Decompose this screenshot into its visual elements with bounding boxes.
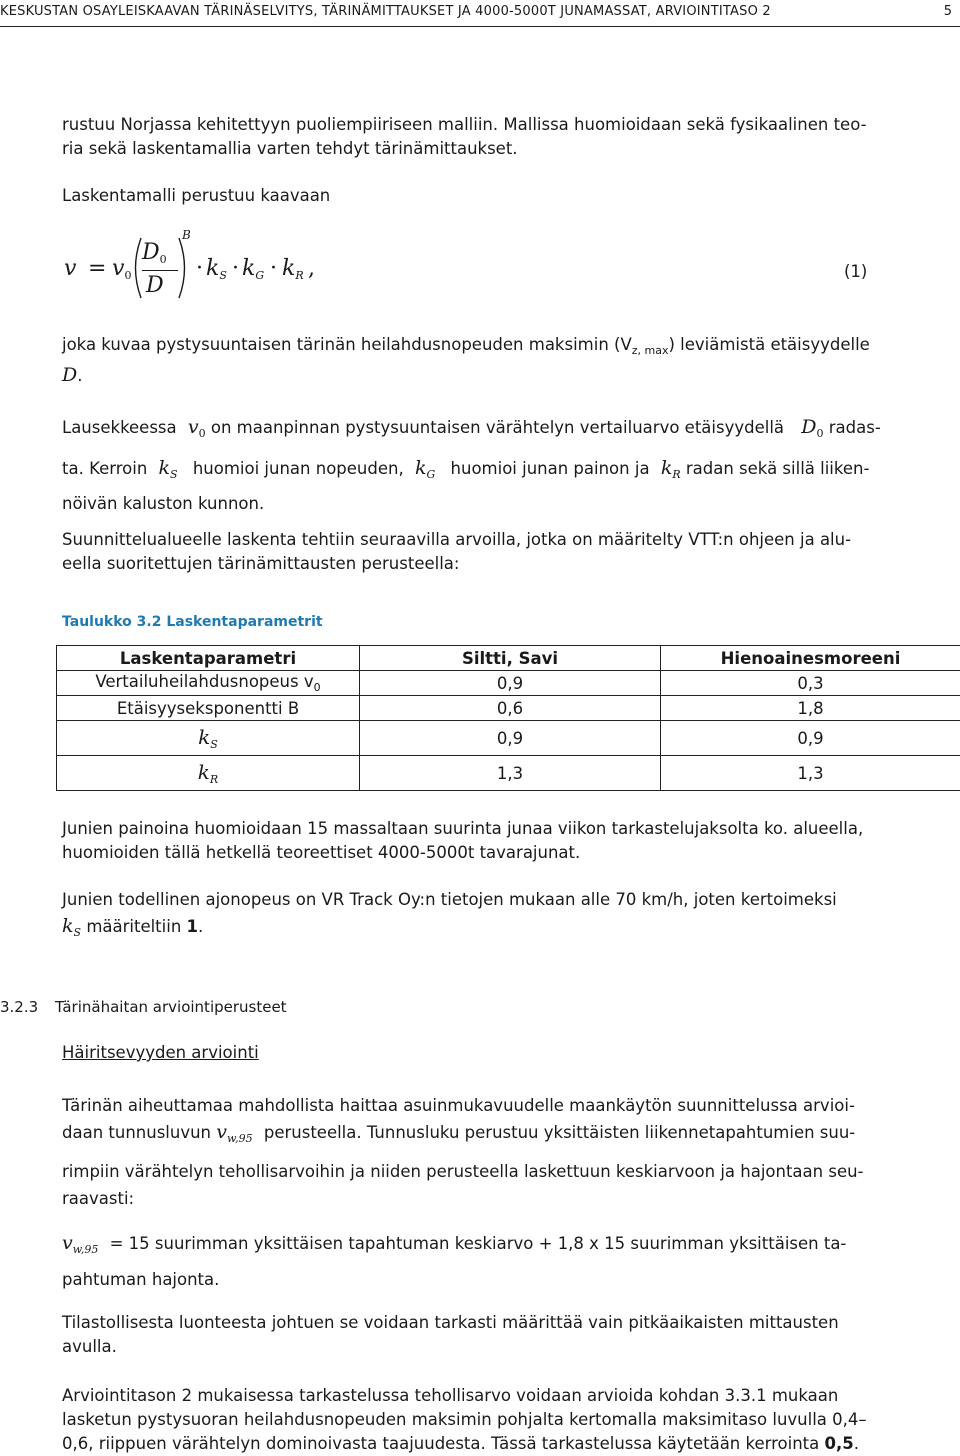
formula-lhs: v <box>64 256 76 281</box>
section-heading <box>0 998 287 1016</box>
formula-comma: , <box>308 256 315 281</box>
vibration-paragraph: Tärinän aiheuttamaa mahdollista haittaa asuinmukavuudelle maankäytön suunnittelussa arvioi- daan tunnusluvun $v_{w,95}$ perusteella. Tunnusluku perustuu yksittäisten liikennetapahtumien suu- rimpiin värähtelyn tehollisarvoihin ja niiden perusteella laskettuun keskiarvoon ja hajontaan seu- raavasti: <box>62 1094 952 1211</box>
parameters-intro: Suunnittelualueelle laskenta tehtiin seuraavilla arvoilla, jotka on määritelty VTT:n ohjeen ja alu- eella suoritettujen tärinämittausten perusteella: <box>62 528 952 576</box>
train-weights-paragraph: Junien painoina huomioidaan 15 massaltaan suurinta junaa viikon tarkastelujaksolta ko. alueella, huomioiden tällä hetkellä teoreettiset 4000-5000t tavarajunat. <box>62 817 952 865</box>
formula-ks: $k_S$ <box>206 256 227 282</box>
table-header-row <box>57 646 960 671</box>
vw95-definition: $v_{w,95} = 15$ suurimman yksittäisen tapahtuman keskiarvo + 1,8 x 15 suurimman yksittäisen ta- pahtuman hajonta. <box>62 1228 952 1295</box>
table-row: Etäisyyseksponentti B 0,6 1,8 <box>57 696 960 721</box>
table-caption: Taulukko 3.2 Laskentaparametrit <box>62 614 323 630</box>
intro-line-1: rustuu Norjassa kehitettyyn puoliempiiriseen malliin. Mallissa huomioidaan sekä fysikaalinen teo- <box>62 113 952 137</box>
intro-line-2: ria sekä laskentamallia varten tehdyt tärinämittaukset. <box>62 137 952 161</box>
formula-equals: = <box>88 256 106 281</box>
formula-dot: · <box>232 256 239 281</box>
section-title: Tärinähaitan arviointiperusteet <box>55 998 287 1016</box>
formula-kr: $k_R$ <box>282 256 304 282</box>
formula-block <box>62 226 952 304</box>
formula-dot: · <box>196 256 203 281</box>
table-row: Vertailuheilahdusnopeus $v_0$ 0,9 0,3 <box>57 671 960 696</box>
fraction-bar <box>142 270 178 271</box>
section-number: 3.2.3 <box>0 998 38 1016</box>
table-row: $k_S$ 0,9 0,9 <box>57 721 960 756</box>
column-header: Hienoainesmoreeni <box>661 646 960 671</box>
formula-numerator: D0 <box>142 240 167 266</box>
subheading: Häiritsevyyden arviointi <box>62 1043 259 1062</box>
statistical-paragraph: Tilastollisesta luonteesta johtuen se voidaan tarkasti määrittää vain pitkäaikaisten mittausten avulla. <box>62 1311 952 1359</box>
formula-exponent: B <box>182 228 191 242</box>
page-number: 5 <box>944 4 952 19</box>
parameters-table <box>56 645 960 791</box>
assessment-paragraph: Arviointitason 2 mukaisessa tarkastelussa tehollisarvo voidaan arvioida kohdan 3.3.1 mukaan lasketun pystysuoran heilahdusnopeuden maksimin pohjalta kertomalla maksimitaso luvulla 0,4– 0,6, riippuen värähtelyn dominoivasta taajuudesta. Tässä tarkastelussa käytetään kerrointa 0,5. <box>62 1384 952 1456</box>
formula-kg: $k_G$ <box>242 256 264 282</box>
intro-paragraph <box>62 113 952 161</box>
document-title: KESKUSTAN OSAYLEISKAAVAN TÄRINÄSELVITYS, TÄRINÄMITTAUKSET JA 4000-5000T JUNAMASSAT, ARVIOINTITASO 2 <box>0 4 771 19</box>
table-row: $k_R$ 1,3 1,3 <box>57 756 960 791</box>
variables-paragraph: Lausekkeessa $v_0$ on maanpinnan pystysuuntaisen värähtelyn vertailuarvo etäisyydellä $D_0$ radas- ta. Kerroin $k_S$ huomioi junan nopeuden, $k_G$ huomioi junan painon ja $k_R$ radan sekä sillä liiken- nöivän kaluston kunnon. <box>62 410 952 516</box>
formula-number: (1) <box>844 262 867 281</box>
formula-description: joka kuvaa pystysuuntaisen tärinän heilahdusnopeuden maksimin $(V_{z, max})$ leviämistä etäisyydelle D. <box>62 333 952 388</box>
column-header: Laskentaparametri <box>57 646 360 671</box>
formula-intro: Laskentamalli perustuu kaavaan <box>62 184 952 208</box>
formula-dot: · <box>270 256 277 281</box>
formula-v0: v0 <box>112 256 131 282</box>
column-header: Siltti, Savi <box>360 646 661 671</box>
train-speed-paragraph: Junien todellinen ajonopeus on VR Track Oy:n tietojen mukaan alle 70 km/h, joten kertoimeksi $k_S$ määriteltiin 1. <box>62 887 952 946</box>
right-paren-icon <box>176 236 192 300</box>
formula-denominator: D <box>146 273 164 298</box>
page-header <box>0 0 960 27</box>
